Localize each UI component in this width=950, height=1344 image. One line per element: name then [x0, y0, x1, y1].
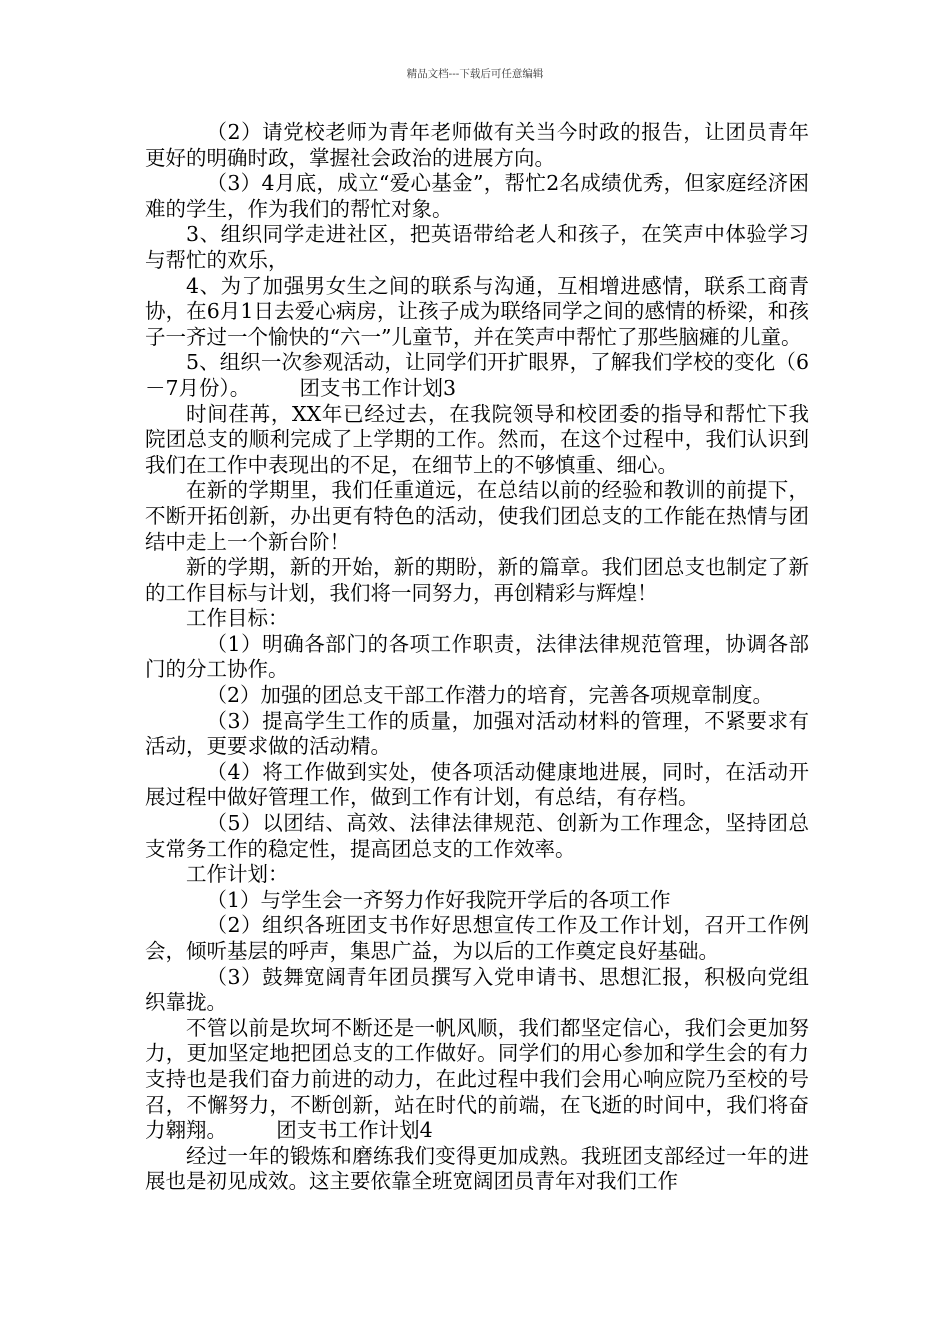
- paragraph-text: （3）4月底，成立“爱心基金”，帮忙2名成绩优秀，但家庭经济困难的学生，作为我们的帮忙对象。: [145, 171, 809, 221]
- paragraph-text: （3）提高学生工作的质量，加强对活动材料的管理，不紧要求有活动，更要求做的活动精。: [145, 708, 809, 759]
- paragraph: [145, 709, 809, 760]
- paragraph: [145, 350, 809, 401]
- paragraph-text: 经过一年的锻炼和磨练我们变得更加成熟。我班团支部经过一年的进展也是初见成效。这主要依靠全班宽阔团员青年对我们工作: [145, 1143, 809, 1194]
- paragraph-text: 3、组织同学走进社区，把英语带给老人和孩子，在笑声中体验学习与帮忙的欢乐，: [145, 222, 809, 272]
- paragraph: [145, 683, 809, 709]
- paragraph: [145, 913, 809, 964]
- paragraph-text: （1）与学生会一齐努力作好我院开学后的各项工作: [206, 887, 671, 912]
- paragraph-text: （2）请党校老师为青年老师做有关当今时政的报告，让团员青年更好的明确时政，掌握社会政治的进展方向。: [145, 120, 809, 170]
- paragraph: [145, 171, 809, 222]
- page-header: 精品文档---下载后可任意编辑: [406, 68, 544, 80]
- paragraph: [145, 120, 809, 171]
- paragraph: [145, 1144, 809, 1195]
- paragraph-text: 5、组织一次参观活动，让同学们开扩眼界，了解我们学校的变化（6－7月份）。: [145, 350, 809, 400]
- paragraph-text: 新的学期，新的开始，新的期盼，新的篇章。我们团总支也制定了新的工作目标与计划，我们将一同努力，再创精彩与辉煌！: [145, 555, 809, 605]
- paragraph-text: （3）鼓舞宽阔青年团员撰写入党申请书、思想汇报，积极向党组织靠拢。: [145, 964, 809, 1015]
- paragraph: [145, 760, 809, 811]
- paragraph: [145, 965, 809, 1016]
- paragraph: [145, 888, 809, 914]
- paragraph-text: （2）组织各班团支书作好思想宣传工作及工作计划，召开工作例会，倾听基层的呼声，集思广益，为以后的工作奠定良好基础。: [145, 913, 809, 963]
- document-body: [145, 120, 809, 1195]
- paragraph-text: （5）以团结、高效、法律法律规范、创新为工作理念，坚持团总支常务工作的稳定性，提高团总支的工作效率。: [145, 811, 809, 861]
- section-title: 团支书工作计划3: [299, 375, 457, 400]
- subheading: 工作目标：: [186, 606, 289, 631]
- paragraph-text: 在新的学期里，我们任重道远，在总结以前的经验和教训的前提下，不断开拓创新，办出更有特色的活动，使我们团总支的工作能在热情与团结中走上一个新台阶！: [145, 478, 809, 554]
- paragraph-text: （1）明确各部门的各项工作职责，法律法律规范管理，协调各部门的分工协作。: [145, 631, 809, 682]
- paragraph: [145, 811, 809, 862]
- paragraph-text: 不管以前是坎坷不断还是一帆风顺，我们都坚定信心，我们会更加努力，更加坚定地把团总支的工作做好。同学们的用心参加和学生会的有力支持也是我们奋力前进的动力，在此过程中我们会用心响应院乃至校的号召，不懈努力，不断创新，站在时代的前端，在飞逝的时间中，我们将奋力翱翔。: [145, 1015, 809, 1143]
- paragraph: [145, 606, 809, 632]
- paragraph: [145, 274, 809, 351]
- paragraph: [145, 222, 809, 273]
- section-title: 团支书工作计划4: [276, 1118, 433, 1143]
- paragraph: [145, 478, 809, 555]
- paragraph-text: 时间荏苒，XX年已经过去，在我院领导和校团委的指导和帮忙下我院团总支的顺利完成了上学期的工作。然而，在这个过程中，我们认识到我们在工作中表现出的不足，在细节上的不够慎重、细心。: [145, 401, 809, 477]
- paragraph: [145, 862, 809, 888]
- subheading: 工作计划：: [186, 862, 289, 887]
- paragraph: [145, 632, 809, 683]
- paragraph: [145, 402, 809, 479]
- paragraph: [145, 555, 809, 606]
- paragraph-text: 4、为了加强男女生之间的联系与沟通，互相增进感情，联系工商青协，在6月1日去爱心病房，让孩子成为联络同学之间的感情的桥梁，和孩子一齐过一个愉快的“六一”儿童节，并在笑声中帮忙了那些脑瘫的儿童。: [145, 273, 809, 349]
- paragraph-text: （2）加强的团总支干部工作潜力的培育，完善各项规章制度。: [206, 683, 774, 708]
- paragraph-text: （4）将工作做到实处，使各项活动健康地进展，同时，在活动开展过程中做好管理工作，做到工作有计划，有总结，有存档。: [145, 759, 809, 810]
- paragraph: [145, 1016, 809, 1144]
